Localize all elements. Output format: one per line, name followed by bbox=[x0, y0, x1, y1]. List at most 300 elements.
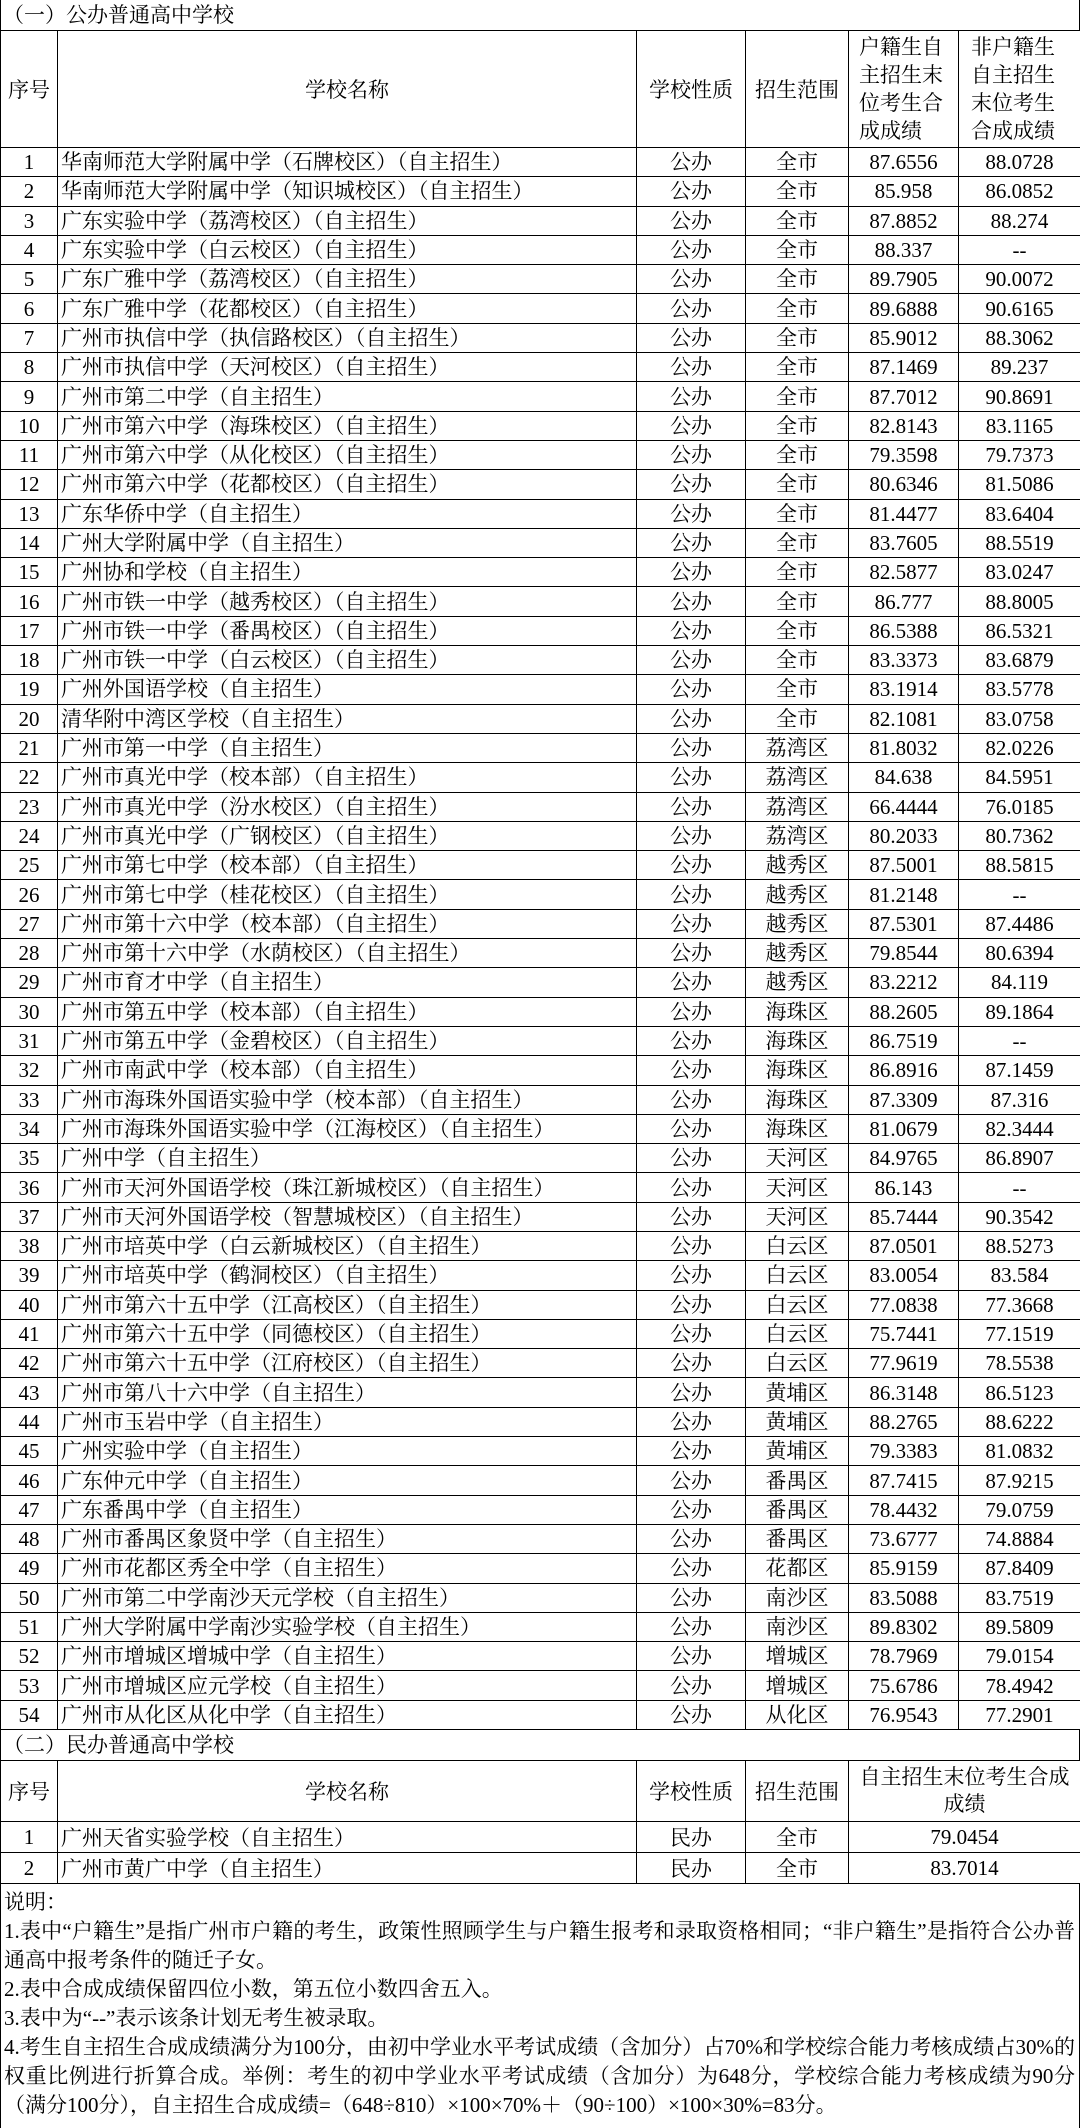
local-student-score-cell: 75.7441 bbox=[849, 1319, 959, 1348]
local-student-score-cell: 82.8143 bbox=[849, 411, 959, 440]
enrollment-scope-cell: 天河区 bbox=[746, 1144, 849, 1173]
enrollment-scope-cell: 南沙区 bbox=[746, 1612, 849, 1641]
table-row bbox=[1, 587, 1080, 616]
school-nature-cell: 公办 bbox=[637, 616, 746, 645]
school-name-cell: 广州市第六十五中学（同德校区）（自主招生） bbox=[58, 1319, 637, 1348]
table-header-row bbox=[1, 1761, 1080, 1822]
nonlocal-student-score-cell: 79.7373 bbox=[959, 440, 1080, 469]
school-nature-cell: 公办 bbox=[637, 1524, 746, 1553]
table-row bbox=[1, 997, 1080, 1026]
local-student-score-cell: 80.6346 bbox=[849, 470, 959, 499]
row-number-cell: 14 bbox=[1, 528, 58, 557]
row-number-cell: 27 bbox=[1, 909, 58, 938]
local-student-score-cell: 88.2765 bbox=[849, 1407, 959, 1436]
enrollment-scope-cell: 荔湾区 bbox=[746, 792, 849, 821]
table-row bbox=[1, 1056, 1080, 1085]
school-nature-cell: 公办 bbox=[637, 880, 746, 909]
table-row bbox=[1, 1144, 1080, 1173]
local-student-score-cell: 86.8916 bbox=[849, 1056, 959, 1085]
school-nature-cell: 公办 bbox=[637, 1554, 746, 1583]
table-row bbox=[1, 294, 1080, 323]
enrollment-scope-cell: 白云区 bbox=[746, 1231, 849, 1260]
school-nature-cell: 公办 bbox=[637, 148, 746, 177]
enrollment-scope-cell: 海珠区 bbox=[746, 1085, 849, 1114]
table-row bbox=[1, 909, 1080, 938]
school-nature-cell: 公办 bbox=[637, 763, 746, 792]
table-row bbox=[1, 1026, 1080, 1055]
row-number-cell: 8 bbox=[1, 353, 58, 382]
row-number-cell: 1 bbox=[1, 1822, 58, 1853]
table-row bbox=[1, 763, 1080, 792]
school-nature-cell: 公办 bbox=[637, 1642, 746, 1671]
school-name-cell: 广州市铁一中学（番禺校区）（自主招生） bbox=[58, 616, 637, 645]
school-name-cell: 华南师范大学附属中学（知识城校区）（自主招生） bbox=[58, 177, 637, 206]
header-nonlocal-student-score: 非户籍生自主招生末位考生合成成绩 bbox=[959, 31, 1080, 148]
row-number-cell: 42 bbox=[1, 1349, 58, 1378]
school-name-cell: 广州市执信中学（执信路校区）（自主招生） bbox=[58, 323, 637, 352]
school-nature-cell: 公办 bbox=[637, 1085, 746, 1114]
local-student-score-cell: 87.7012 bbox=[849, 382, 959, 411]
nonlocal-student-score-cell: 83.7519 bbox=[959, 1583, 1080, 1612]
row-number-cell: 4 bbox=[1, 235, 58, 264]
row-number-cell: 11 bbox=[1, 440, 58, 469]
local-student-score-cell: 83.2212 bbox=[849, 968, 959, 997]
nonlocal-student-score-cell: 90.8691 bbox=[959, 382, 1080, 411]
enrollment-scope-cell: 越秀区 bbox=[746, 909, 849, 938]
local-student-score-cell: 81.2148 bbox=[849, 880, 959, 909]
table-row bbox=[1, 1524, 1080, 1553]
enrollment-scope-cell: 花都区 bbox=[746, 1554, 849, 1583]
local-student-score-cell: 81.8032 bbox=[849, 733, 959, 762]
enrollment-scope-cell: 全市 bbox=[746, 265, 849, 294]
school-name-cell: 广州市培英中学（白云新城校区）（自主招生） bbox=[58, 1231, 637, 1260]
school-name-cell: 广东番禺中学（自主招生） bbox=[58, 1495, 637, 1524]
school-nature-cell: 公办 bbox=[637, 499, 746, 528]
private-school-rows bbox=[1, 1822, 1080, 1884]
school-nature-cell: 公办 bbox=[637, 1290, 746, 1319]
nonlocal-student-score-cell: -- bbox=[959, 1173, 1080, 1202]
local-student-score-cell: 79.3598 bbox=[849, 440, 959, 469]
table-row bbox=[1, 528, 1080, 557]
local-student-score-cell: 86.777 bbox=[849, 587, 959, 616]
local-student-score-cell: 83.0054 bbox=[849, 1261, 959, 1290]
school-nature-cell: 公办 bbox=[637, 1319, 746, 1348]
table-row bbox=[1, 792, 1080, 821]
table-row bbox=[1, 148, 1080, 177]
nonlocal-student-score-cell: -- bbox=[959, 235, 1080, 264]
table-row bbox=[1, 1290, 1080, 1319]
school-name-cell: 广州实验中学（自主招生） bbox=[58, 1437, 637, 1466]
school-name-cell: 广东实验中学（荔湾校区）（自主招生） bbox=[58, 206, 637, 235]
enrollment-scope-cell: 海珠区 bbox=[746, 1056, 849, 1085]
school-name-cell: 广州外国语学校（自主招生） bbox=[58, 675, 637, 704]
school-nature-cell: 公办 bbox=[637, 1378, 746, 1407]
school-nature-cell: 公办 bbox=[637, 1466, 746, 1495]
header-enrollment-scope: 招生范围 bbox=[746, 31, 849, 148]
row-number-cell: 31 bbox=[1, 1026, 58, 1055]
nonlocal-student-score-cell: 86.0852 bbox=[959, 177, 1080, 206]
nonlocal-student-score-cell: 78.4942 bbox=[959, 1671, 1080, 1700]
school-name-cell: 广州市真光中学（汾水校区）（自主招生） bbox=[58, 792, 637, 821]
enrollment-scope-cell: 全市 bbox=[746, 528, 849, 557]
nonlocal-student-score-cell: 90.0072 bbox=[959, 265, 1080, 294]
row-number-cell: 46 bbox=[1, 1466, 58, 1495]
table-row bbox=[1, 206, 1080, 235]
nonlocal-student-score-cell: 89.5809 bbox=[959, 1612, 1080, 1641]
enrollment-scope-cell: 黄埔区 bbox=[746, 1407, 849, 1436]
row-number-cell: 44 bbox=[1, 1407, 58, 1436]
local-student-score-cell: 89.8302 bbox=[849, 1612, 959, 1641]
nonlocal-student-score-cell: 88.3062 bbox=[959, 323, 1080, 352]
row-number-cell: 51 bbox=[1, 1612, 58, 1641]
row-number-cell: 5 bbox=[1, 265, 58, 294]
local-student-score-cell: 87.6556 bbox=[849, 148, 959, 177]
local-student-score-cell: 81.0679 bbox=[849, 1114, 959, 1143]
note-item: 2.表中合成成绩保留四位小数，第五位小数四舍五入。 bbox=[4, 1977, 503, 2002]
school-nature-cell: 公办 bbox=[637, 470, 746, 499]
nonlocal-student-score-cell: 89.237 bbox=[959, 353, 1080, 382]
school-name-cell: 广州市番禺区象贤中学（自主招生） bbox=[58, 1524, 637, 1553]
local-student-score-cell: 89.6888 bbox=[849, 294, 959, 323]
school-nature-cell: 公办 bbox=[637, 528, 746, 557]
school-name-cell: 广州市第六十五中学（江高校区）（自主招生） bbox=[58, 1290, 637, 1319]
enrollment-scope-cell: 天河区 bbox=[746, 1202, 849, 1231]
school-nature-cell: 公办 bbox=[637, 733, 746, 762]
enrollment-scope-cell: 越秀区 bbox=[746, 968, 849, 997]
row-number-cell: 25 bbox=[1, 851, 58, 880]
school-name-cell: 广州市南武中学（校本部）（自主招生） bbox=[58, 1056, 637, 1085]
nonlocal-student-score-cell: 86.5123 bbox=[959, 1378, 1080, 1407]
nonlocal-student-score-cell: 87.4486 bbox=[959, 909, 1080, 938]
enrollment-scope-cell: 越秀区 bbox=[746, 880, 849, 909]
local-student-score-cell: 82.1081 bbox=[849, 704, 959, 733]
nonlocal-student-score-cell: 88.0728 bbox=[959, 148, 1080, 177]
nonlocal-student-score-cell: 80.7362 bbox=[959, 821, 1080, 850]
nonlocal-student-score-cell: 87.316 bbox=[959, 1085, 1080, 1114]
table-row bbox=[1, 1466, 1080, 1495]
school-nature-cell: 公办 bbox=[637, 792, 746, 821]
table-row bbox=[1, 1583, 1080, 1612]
school-nature-cell: 公办 bbox=[637, 1495, 746, 1524]
school-name-cell: 广州市第十六中学（水荫校区）（自主招生） bbox=[58, 939, 637, 968]
local-student-score-cell: 85.9159 bbox=[849, 1554, 959, 1583]
table-row bbox=[1, 1319, 1080, 1348]
local-student-score-cell: 77.0838 bbox=[849, 1290, 959, 1319]
nonlocal-student-score-cell: 82.0226 bbox=[959, 733, 1080, 762]
nonlocal-student-score-cell: 83.0758 bbox=[959, 704, 1080, 733]
school-nature-cell: 公办 bbox=[637, 1173, 746, 1202]
row-number-cell: 41 bbox=[1, 1319, 58, 1348]
local-student-score-cell: 83.5088 bbox=[849, 1583, 959, 1612]
local-student-score-cell: 85.7444 bbox=[849, 1202, 959, 1231]
enrollment-scope-cell: 全市 bbox=[746, 235, 849, 264]
row-number-cell: 50 bbox=[1, 1583, 58, 1612]
table-row bbox=[1, 177, 1080, 206]
section-title-private: （二）民办普通高中学校 bbox=[0, 1730, 1080, 1760]
school-name-cell: 广州市育才中学（自主招生） bbox=[58, 968, 637, 997]
nonlocal-student-score-cell: 88.274 bbox=[959, 206, 1080, 235]
admission-score-cell: 79.0454 bbox=[849, 1822, 1080, 1853]
row-number-cell: 18 bbox=[1, 646, 58, 675]
row-number-cell: 45 bbox=[1, 1437, 58, 1466]
table-row bbox=[1, 1822, 1080, 1853]
table-row bbox=[1, 411, 1080, 440]
enrollment-scope-cell: 番禺区 bbox=[746, 1524, 849, 1553]
school-name-cell: 广州市第二中学南沙天元学校（自主招生） bbox=[58, 1583, 637, 1612]
enrollment-scope-cell: 越秀区 bbox=[746, 851, 849, 880]
enrollment-scope-cell: 白云区 bbox=[746, 1261, 849, 1290]
nonlocal-student-score-cell: 76.0185 bbox=[959, 792, 1080, 821]
nonlocal-student-score-cell: 79.0759 bbox=[959, 1495, 1080, 1524]
row-number-cell: 2 bbox=[1, 1853, 58, 1884]
row-number-cell: 2 bbox=[1, 177, 58, 206]
school-nature-cell: 公办 bbox=[637, 1202, 746, 1231]
table-row bbox=[1, 1378, 1080, 1407]
table-row bbox=[1, 499, 1080, 528]
enrollment-scope-cell: 全市 bbox=[746, 1822, 849, 1853]
table-row bbox=[1, 968, 1080, 997]
school-name-cell: 广州市第六中学（海珠校区）（自主招生） bbox=[58, 411, 637, 440]
enrollment-scope-cell: 全市 bbox=[746, 148, 849, 177]
header-enrollment-scope: 招生范围 bbox=[746, 1761, 849, 1822]
nonlocal-student-score-cell: -- bbox=[959, 880, 1080, 909]
school-name-cell: 广州市铁一中学（越秀校区）（自主招生） bbox=[58, 587, 637, 616]
local-student-score-cell: 83.3373 bbox=[849, 646, 959, 675]
local-student-score-cell: 80.2033 bbox=[849, 821, 959, 850]
enrollment-scope-cell: 从化区 bbox=[746, 1700, 849, 1729]
row-number-cell: 17 bbox=[1, 616, 58, 645]
nonlocal-student-score-cell: 77.1519 bbox=[959, 1319, 1080, 1348]
table-row bbox=[1, 1642, 1080, 1671]
row-number-cell: 34 bbox=[1, 1114, 58, 1143]
local-student-score-cell: 73.6777 bbox=[849, 1524, 959, 1553]
row-number-cell: 54 bbox=[1, 1700, 58, 1729]
table-row bbox=[1, 851, 1080, 880]
row-number-cell: 21 bbox=[1, 733, 58, 762]
school-nature-cell: 公办 bbox=[637, 675, 746, 704]
table-row bbox=[1, 1554, 1080, 1583]
table-row bbox=[1, 265, 1080, 294]
school-name-cell: 广州市第一中学（自主招生） bbox=[58, 733, 637, 762]
nonlocal-student-score-cell: 83.584 bbox=[959, 1261, 1080, 1290]
row-number-cell: 9 bbox=[1, 382, 58, 411]
table-row bbox=[1, 821, 1080, 850]
school-name-cell: 广州市天河外国语学校（珠江新城校区）（自主招生） bbox=[58, 1173, 637, 1202]
header-row-number: 序号 bbox=[1, 31, 58, 148]
school-name-cell: 广州市执信中学（天河校区）（自主招生） bbox=[58, 353, 637, 382]
row-number-cell: 16 bbox=[1, 587, 58, 616]
enrollment-scope-cell: 天河区 bbox=[746, 1173, 849, 1202]
header-school-name: 学校名称 bbox=[58, 31, 637, 148]
school-name-cell: 广东华侨中学（自主招生） bbox=[58, 499, 637, 528]
table-row bbox=[1, 1700, 1080, 1729]
table-row bbox=[1, 704, 1080, 733]
enrollment-scope-cell: 白云区 bbox=[746, 1349, 849, 1378]
school-name-cell: 广东广雅中学（荔湾校区）（自主招生） bbox=[58, 265, 637, 294]
row-number-cell: 13 bbox=[1, 499, 58, 528]
table-row bbox=[1, 558, 1080, 587]
row-number-cell: 37 bbox=[1, 1202, 58, 1231]
nonlocal-student-score-cell: 83.6404 bbox=[959, 499, 1080, 528]
table-header-row bbox=[1, 31, 1080, 148]
enrollment-scope-cell: 黄埔区 bbox=[746, 1437, 849, 1466]
school-nature-cell: 公办 bbox=[637, 704, 746, 733]
school-nature-cell: 公办 bbox=[637, 1144, 746, 1173]
enrollment-scope-cell: 全市 bbox=[746, 616, 849, 645]
row-number-cell: 35 bbox=[1, 1144, 58, 1173]
admission-score-cell: 83.7014 bbox=[849, 1853, 1080, 1884]
table-row bbox=[1, 880, 1080, 909]
school-nature-cell: 公办 bbox=[637, 265, 746, 294]
table-row bbox=[1, 353, 1080, 382]
school-name-cell: 广州市天河外国语学校（智慧城校区）（自主招生） bbox=[58, 1202, 637, 1231]
nonlocal-student-score-cell: 88.8005 bbox=[959, 587, 1080, 616]
header-school-name: 学校名称 bbox=[58, 1761, 637, 1822]
notes-heading: 说明： bbox=[4, 1890, 67, 1915]
row-number-cell: 22 bbox=[1, 763, 58, 792]
school-name-cell: 广州市海珠外国语实验中学（江海校区）（自主招生） bbox=[58, 1114, 637, 1143]
enrollment-scope-cell: 全市 bbox=[746, 558, 849, 587]
nonlocal-student-score-cell: 86.5321 bbox=[959, 616, 1080, 645]
local-student-score-cell: 82.5877 bbox=[849, 558, 959, 587]
nonlocal-student-score-cell: 80.6394 bbox=[959, 939, 1080, 968]
nonlocal-student-score-cell: 83.1165 bbox=[959, 411, 1080, 440]
school-name-cell: 广州市铁一中学（白云校区）（自主招生） bbox=[58, 646, 637, 675]
school-name-cell: 广州市第六中学（花都校区）（自主招生） bbox=[58, 470, 637, 499]
enrollment-scope-cell: 全市 bbox=[746, 499, 849, 528]
school-name-cell: 广州市增城区增城中学（自主招生） bbox=[58, 1642, 637, 1671]
school-nature-cell: 公办 bbox=[637, 353, 746, 382]
nonlocal-student-score-cell: 88.5273 bbox=[959, 1231, 1080, 1260]
school-nature-cell: 公办 bbox=[637, 294, 746, 323]
enrollment-scope-cell: 海珠区 bbox=[746, 1026, 849, 1055]
nonlocal-student-score-cell: 84.119 bbox=[959, 968, 1080, 997]
enrollment-scope-cell: 白云区 bbox=[746, 1319, 849, 1348]
table-row bbox=[1, 646, 1080, 675]
school-name-cell: 广东广雅中学（花都校区）（自主招生） bbox=[58, 294, 637, 323]
local-student-score-cell: 83.1914 bbox=[849, 675, 959, 704]
nonlocal-student-score-cell: 79.0154 bbox=[959, 1642, 1080, 1671]
school-nature-cell: 公办 bbox=[637, 177, 746, 206]
nonlocal-student-score-cell: 81.0832 bbox=[959, 1437, 1080, 1466]
school-nature-cell: 公办 bbox=[637, 1026, 746, 1055]
school-name-cell: 广州市海珠外国语实验中学（校本部）（自主招生） bbox=[58, 1085, 637, 1114]
school-name-cell: 广州市花都区秀全中学（自主招生） bbox=[58, 1554, 637, 1583]
table-row bbox=[1, 470, 1080, 499]
school-nature-cell: 公办 bbox=[637, 411, 746, 440]
school-name-cell: 广州市第七中学（桂花校区）（自主招生） bbox=[58, 880, 637, 909]
local-student-score-cell: 84.638 bbox=[849, 763, 959, 792]
school-nature-cell: 公办 bbox=[637, 1437, 746, 1466]
header-admission-score: 自主招生末位考生合成成绩 bbox=[849, 1761, 1080, 1822]
local-student-score-cell: 85.9012 bbox=[849, 323, 959, 352]
school-nature-cell: 公办 bbox=[637, 1671, 746, 1700]
school-name-cell: 广州大学附属中学南沙实验学校（自主招生） bbox=[58, 1612, 637, 1641]
nonlocal-student-score-cell: 74.8884 bbox=[959, 1524, 1080, 1553]
school-nature-cell: 公办 bbox=[637, 1612, 746, 1641]
row-number-cell: 19 bbox=[1, 675, 58, 704]
local-student-score-cell: 77.9619 bbox=[849, 1349, 959, 1378]
header-school-nature: 学校性质 bbox=[637, 1761, 746, 1822]
table-row bbox=[1, 1173, 1080, 1202]
school-name-cell: 广州市第六十五中学（江府校区）（自主招生） bbox=[58, 1349, 637, 1378]
school-name-cell: 广州市第二中学（自主招生） bbox=[58, 382, 637, 411]
local-student-score-cell: 78.7969 bbox=[849, 1642, 959, 1671]
school-name-cell: 广东仲元中学（自主招生） bbox=[58, 1466, 637, 1495]
enrollment-scope-cell: 海珠区 bbox=[746, 1114, 849, 1143]
table-row bbox=[1, 616, 1080, 645]
enrollment-scope-cell: 全市 bbox=[746, 382, 849, 411]
school-name-cell: 广州市第五中学（金碧校区）（自主招生） bbox=[58, 1026, 637, 1055]
enrollment-scope-cell: 全市 bbox=[746, 323, 849, 352]
local-student-score-cell: 86.3148 bbox=[849, 1378, 959, 1407]
nonlocal-student-score-cell: 90.6165 bbox=[959, 294, 1080, 323]
table-row bbox=[1, 1114, 1080, 1143]
row-number-cell: 36 bbox=[1, 1173, 58, 1202]
row-number-cell: 1 bbox=[1, 148, 58, 177]
school-nature-cell: 公办 bbox=[637, 997, 746, 1026]
table-row bbox=[1, 1349, 1080, 1378]
table-row bbox=[1, 440, 1080, 469]
local-student-score-cell: 87.7415 bbox=[849, 1466, 959, 1495]
school-name-cell: 广州市从化区从化中学（自主招生） bbox=[58, 1700, 637, 1729]
local-student-score-cell: 87.1469 bbox=[849, 353, 959, 382]
enrollment-scope-cell: 全市 bbox=[746, 646, 849, 675]
row-number-cell: 7 bbox=[1, 323, 58, 352]
note-item: 1.表中“户籍生”是指广州市户籍的考生，政策性照顾学生与户籍生报考和录取资格相同；“非户籍生”是指符合公办普通高中报考条件的随迁子女。 bbox=[4, 1919, 1075, 1973]
local-student-score-cell: 83.7605 bbox=[849, 528, 959, 557]
school-name-cell: 广州市真光中学（校本部）（自主招生） bbox=[58, 763, 637, 792]
school-name-cell: 广州市第十六中学（校本部）（自主招生） bbox=[58, 909, 637, 938]
enrollment-scope-cell: 白云区 bbox=[746, 1290, 849, 1319]
table-row bbox=[1, 1853, 1080, 1884]
school-nature-cell: 公办 bbox=[637, 909, 746, 938]
school-nature-cell: 公办 bbox=[637, 939, 746, 968]
school-nature-cell: 公办 bbox=[637, 235, 746, 264]
school-nature-cell: 公办 bbox=[637, 1231, 746, 1260]
school-nature-cell: 民办 bbox=[637, 1853, 746, 1884]
row-number-cell: 47 bbox=[1, 1495, 58, 1524]
row-number-cell: 40 bbox=[1, 1290, 58, 1319]
school-nature-cell: 公办 bbox=[637, 440, 746, 469]
nonlocal-student-score-cell: 90.3542 bbox=[959, 1202, 1080, 1231]
local-student-score-cell: 87.5001 bbox=[849, 851, 959, 880]
row-number-cell: 28 bbox=[1, 939, 58, 968]
local-student-score-cell: 79.8544 bbox=[849, 939, 959, 968]
enrollment-scope-cell: 全市 bbox=[746, 1853, 849, 1884]
enrollment-scope-cell: 全市 bbox=[746, 704, 849, 733]
row-number-cell: 43 bbox=[1, 1378, 58, 1407]
table-row bbox=[1, 1671, 1080, 1700]
school-name-cell: 广州中学（自主招生） bbox=[58, 1144, 637, 1173]
school-name-cell: 清华附中湾区学校（自主招生） bbox=[58, 704, 637, 733]
local-student-score-cell: 87.8852 bbox=[849, 206, 959, 235]
enrollment-scope-cell: 南沙区 bbox=[746, 1583, 849, 1612]
school-name-cell: 华南师范大学附属中学（石牌校区）（自主招生） bbox=[58, 148, 637, 177]
row-number-cell: 26 bbox=[1, 880, 58, 909]
nonlocal-student-score-cell: 89.1864 bbox=[959, 997, 1080, 1026]
enrollment-scope-cell: 全市 bbox=[746, 470, 849, 499]
local-student-score-cell: 78.4432 bbox=[849, 1495, 959, 1524]
row-number-cell: 39 bbox=[1, 1261, 58, 1290]
local-student-score-cell: 87.0501 bbox=[849, 1231, 959, 1260]
local-student-score-cell: 87.3309 bbox=[849, 1085, 959, 1114]
table-row bbox=[1, 323, 1080, 352]
table-row bbox=[1, 1437, 1080, 1466]
table-row bbox=[1, 1495, 1080, 1524]
local-student-score-cell: 81.4477 bbox=[849, 499, 959, 528]
local-student-score-cell: 66.4444 bbox=[849, 792, 959, 821]
